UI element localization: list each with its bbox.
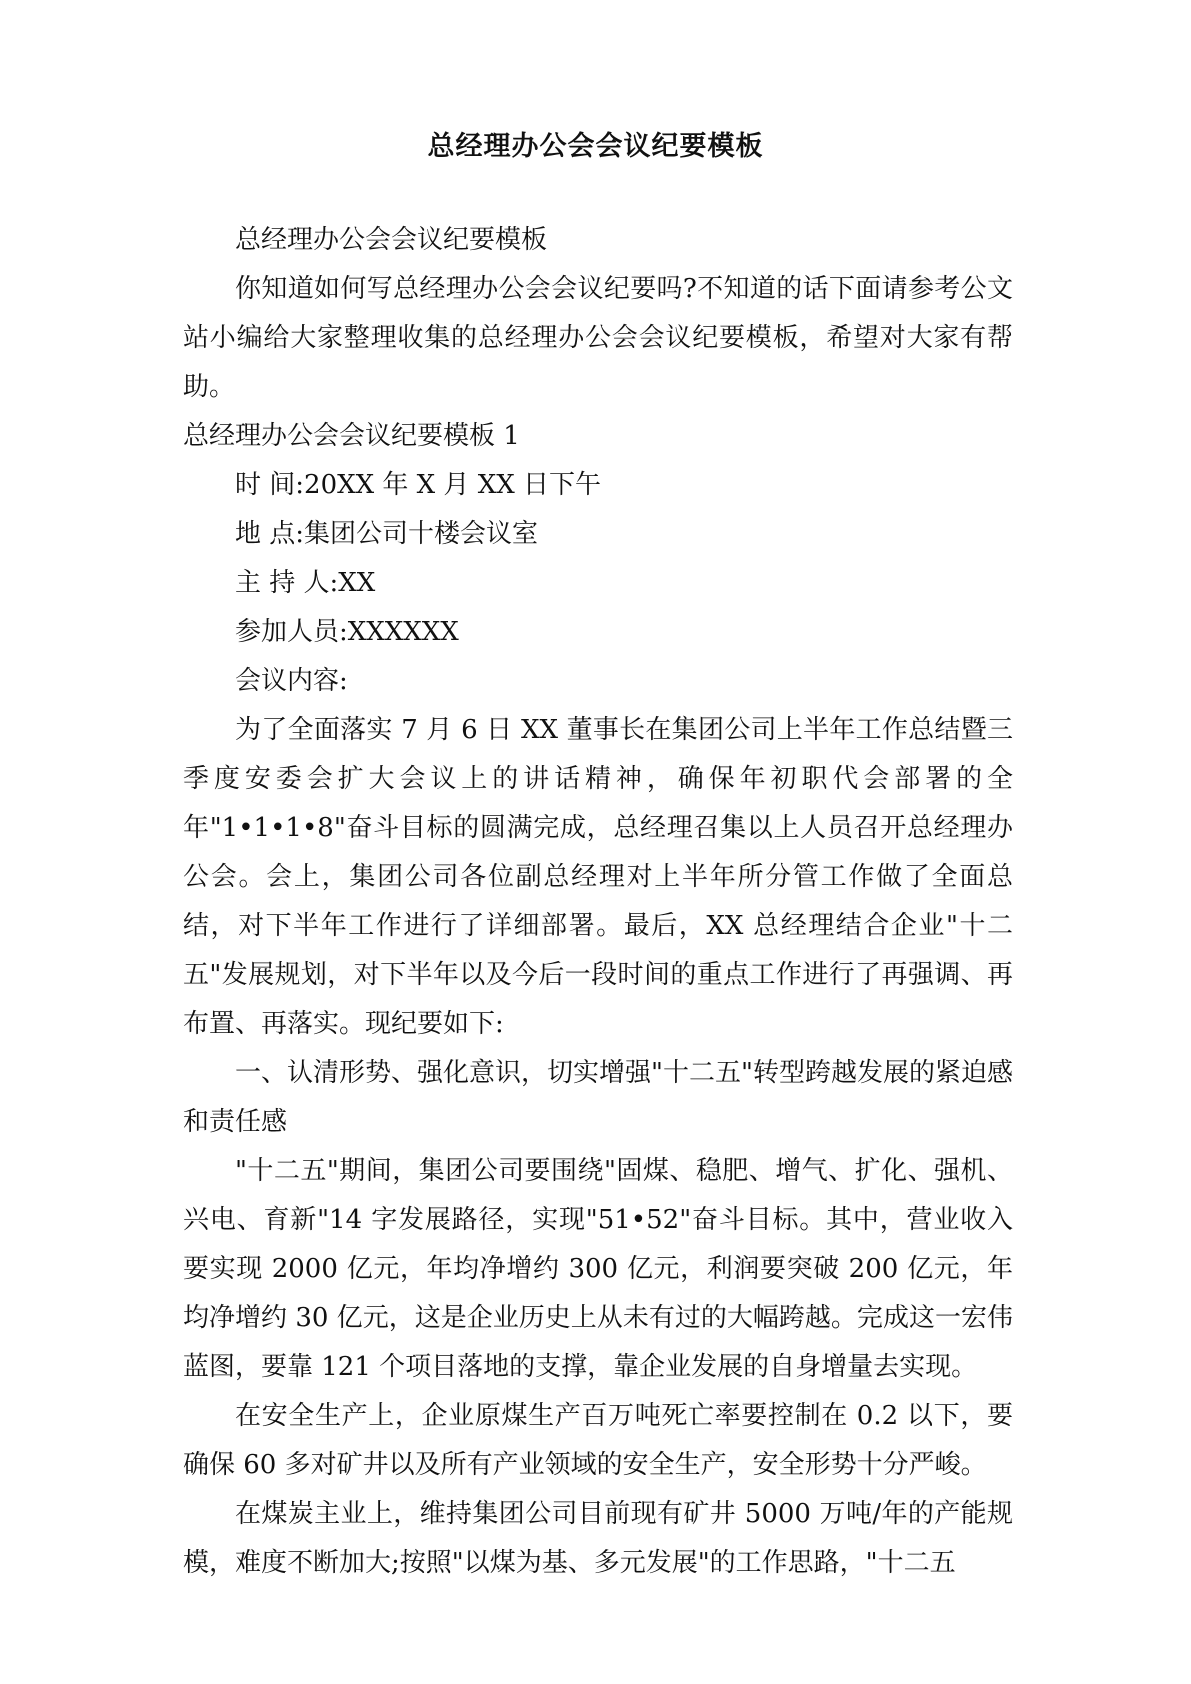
meeting-location: 地 点:集团公司十楼会议室 — [235, 519, 539, 549]
document-title: 总经理办公会会议纪要模板 — [427, 131, 764, 162]
meeting-host: 主 持 人:XX — [235, 568, 376, 598]
paragraph-meeting-summary: 为了全面落实 7 月 6 日 XX 董事长在集团公司上半年工作总结暨三季度安委会扩大会议上的讲话精神，确保年初职代会部署的全年"1•1•1•8"奋斗目标的圆满完成，总经理召集以上人员召开总经理办公会。会上，集团公司各位副总经理对上半年所分管工作做了全面总结，对下半年工作进行了详细部署。最后，XX 总经理结合企业"十二五"发展规划，对下半年以及今后一段时间的重点工作进行了再强调、再布置、再落实。现纪要如下: — [183, 715, 1013, 1039]
meeting-content-label: 会议内容: — [235, 666, 348, 696]
meeting-time: 时 间:20XX 年 X 月 XX 日下午 — [235, 470, 601, 500]
meeting-attendees: 参加人员:XXXXXX — [235, 617, 459, 647]
paragraph-subtitle: 总经理办公会会议纪要模板 — [235, 225, 548, 255]
paragraph-coal-business: 在煤炭主业上，维持集团公司目前现有矿井 5000 万吨/年的产能规模，难度不断加大;按照"以煤为基、多元发展"的工作思路，"十二五 — [183, 1499, 1013, 1578]
paragraph-safety-production: 在安全生产上，企业原煤生产百万吨死亡率要控制在 0.2 以下，要确保 60 多对矿井以及所有产业领域的安全生产，安全形势十分严峻。 — [183, 1401, 1013, 1480]
paragraph-development-goals: "十二五"期间，集团公司要围绕"固煤、稳肥、增气、扩化、强机、兴电、育新"14 字发展路径，实现"51•52"奋斗目标。其中，营业收入要实现 2000 亿元，年均净增约 300 亿元，利润要突破 200 亿元，年均净增约 30 亿元，这是企业历史上从未有过的大幅跨越。完成这一宏伟蓝图，要靠 121 个项目落地的支撑，靠企业发展的自身增量去实现。 — [183, 1156, 1013, 1382]
paragraph-intro: 你知道如何写总经理办公会会议纪要吗?不知道的话下面请参考公文站小编给大家整理收集的总经理办公会会议纪要模板，希望对大家有帮助。 — [183, 274, 1013, 402]
section-heading-template-1: 总经理办公会会议纪要模板 1 — [183, 421, 520, 451]
document-body — [183, 216, 1013, 1588]
section-heading-one: 一、认清形势、强化意识，切实增强"十二五"转型跨越发展的紧迫感和责任感 — [183, 1058, 1013, 1137]
